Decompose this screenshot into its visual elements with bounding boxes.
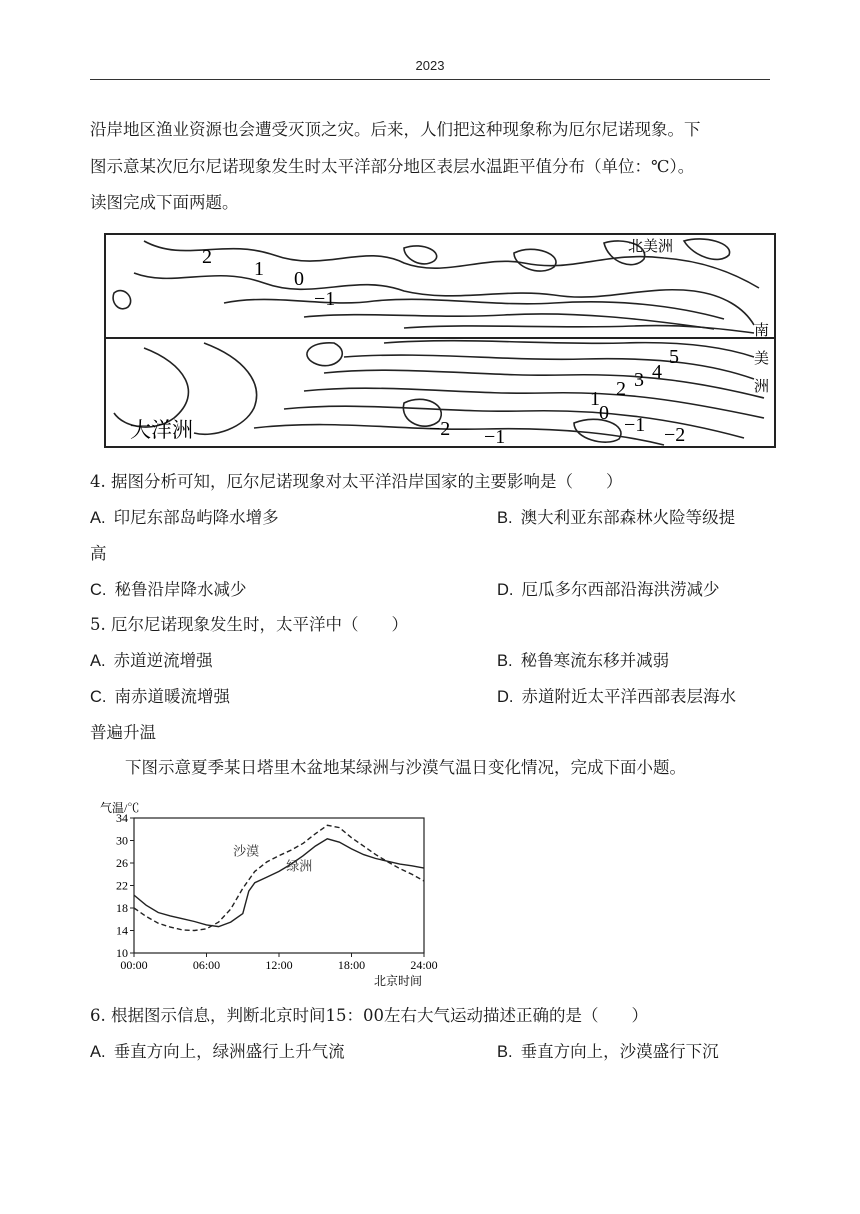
x-tick-label: 18:00 xyxy=(337,958,366,972)
q5-option-c[interactable]: C. 南赤道暖流增强 xyxy=(90,687,230,706)
q6-option-b[interactable]: B. 垂直方向上，沙漠盛行下沉 xyxy=(497,1042,719,1061)
page-header-year: 2023 xyxy=(415,58,445,73)
q6-stem: 6. 根据图示信息，判断北京时间15：00左右大气运动描述正确的是（ ） xyxy=(90,1006,648,1025)
x-tick-label: 00:00 xyxy=(120,958,148,972)
south-america-label-3: 洲 xyxy=(754,379,770,395)
x-axis-label: 北京时间 xyxy=(373,974,423,988)
south-america-label-1: 南 xyxy=(754,323,770,339)
contour-label: 0 xyxy=(599,402,609,424)
contour-label: −1 xyxy=(484,426,506,448)
contour-label: −1 xyxy=(624,414,646,436)
q5-option-b[interactable]: B. 秘鲁寒流东移并减弱 xyxy=(497,651,670,670)
x-tick-label: 06:00 xyxy=(192,958,221,972)
plot-frame xyxy=(134,818,424,953)
y-tick-label: 10 xyxy=(116,946,128,960)
intro-line-3: 读图完成下面两题。 xyxy=(90,193,239,212)
q4-option-a[interactable]: A. 印尼东部岛屿降水增多 xyxy=(90,508,279,527)
contour-label: 2 xyxy=(202,246,212,268)
contour-label: 5 xyxy=(669,346,679,368)
header-rule xyxy=(90,79,770,80)
contour-label: 1 xyxy=(590,388,600,410)
contour-label: −2 xyxy=(664,424,686,446)
x-tick-label: 12:00 xyxy=(265,958,293,972)
y-tick-label: 30 xyxy=(116,833,128,848)
contour-label: 2 xyxy=(616,378,626,400)
q4-option-b-cont: 高 xyxy=(90,544,107,563)
q6-option-a[interactable]: A. 垂直方向上，绿洲盛行上升气流 xyxy=(90,1042,345,1061)
intro-line-2: 图示意某次厄尔尼诺现象发生时太平洋部分地区表层水温距平值分布（单位：℃）。 xyxy=(90,157,695,176)
contour-label: 4 xyxy=(652,361,662,383)
y-tick-label: 14 xyxy=(116,923,128,938)
contour-label: 0 xyxy=(294,268,304,290)
q5-option-d-cont: 普遍升温 xyxy=(90,723,156,742)
y-tick-label: 34 xyxy=(116,811,128,825)
q5-option-a[interactable]: A. 赤道逆流增强 xyxy=(90,651,213,670)
y-axis-label: 气温/℃ xyxy=(100,801,140,815)
y-tick-label: 26 xyxy=(116,856,128,870)
q4-stem: 4. 据图分析可知，厄尔尼诺现象对太平洋沿岸国家的主要影响是（ ） xyxy=(90,472,623,491)
north-america-label: 北美洲 xyxy=(628,239,674,255)
pacific-sst-anomaly-map xyxy=(104,233,776,448)
south-america-label-2: 美 xyxy=(754,351,770,367)
contour-label: 3 xyxy=(634,369,644,391)
contour-label: −2 xyxy=(429,418,451,440)
series-line-oasis xyxy=(134,839,424,927)
series-line-desert xyxy=(134,825,424,930)
q5-stem: 5. 厄尔尼诺现象发生时，太平洋中（ ） xyxy=(90,615,408,634)
series-label-desert: 沙漠 xyxy=(233,843,260,859)
oceania-label: 大洋洲 xyxy=(130,418,193,442)
q4-option-d[interactable]: D. 厄瓜多尔西部沿海洪涝减少 xyxy=(497,580,720,599)
y-tick-label: 18 xyxy=(116,901,128,915)
q5-option-d[interactable]: D. 赤道附近太平洋西部表层海水 xyxy=(497,687,736,706)
series-label-oasis: 绿洲 xyxy=(286,858,313,874)
q4-option-c[interactable]: C. 秘鲁沿岸降水减少 xyxy=(90,580,247,599)
x-tick-label: 24:00 xyxy=(410,958,438,972)
y-tick-label: 22 xyxy=(116,878,128,893)
q4-option-b[interactable]: B. 澳大利亚东部森林火险等级提 xyxy=(497,508,736,527)
intro2-text: 下图示意夏季某日塔里木盆地某绿洲与沙漠气温日变化情况，完成下面小题。 xyxy=(125,758,686,777)
temperature-line-chart xyxy=(96,788,466,993)
intro-line-1: 沿岸地区渔业资源也会遭受灭顶之灾。后来，人们把这种现象称为厄尔尼诺现象。下 xyxy=(90,120,701,139)
contour-label: 1 xyxy=(254,258,264,280)
contour-label: −1 xyxy=(314,288,336,310)
